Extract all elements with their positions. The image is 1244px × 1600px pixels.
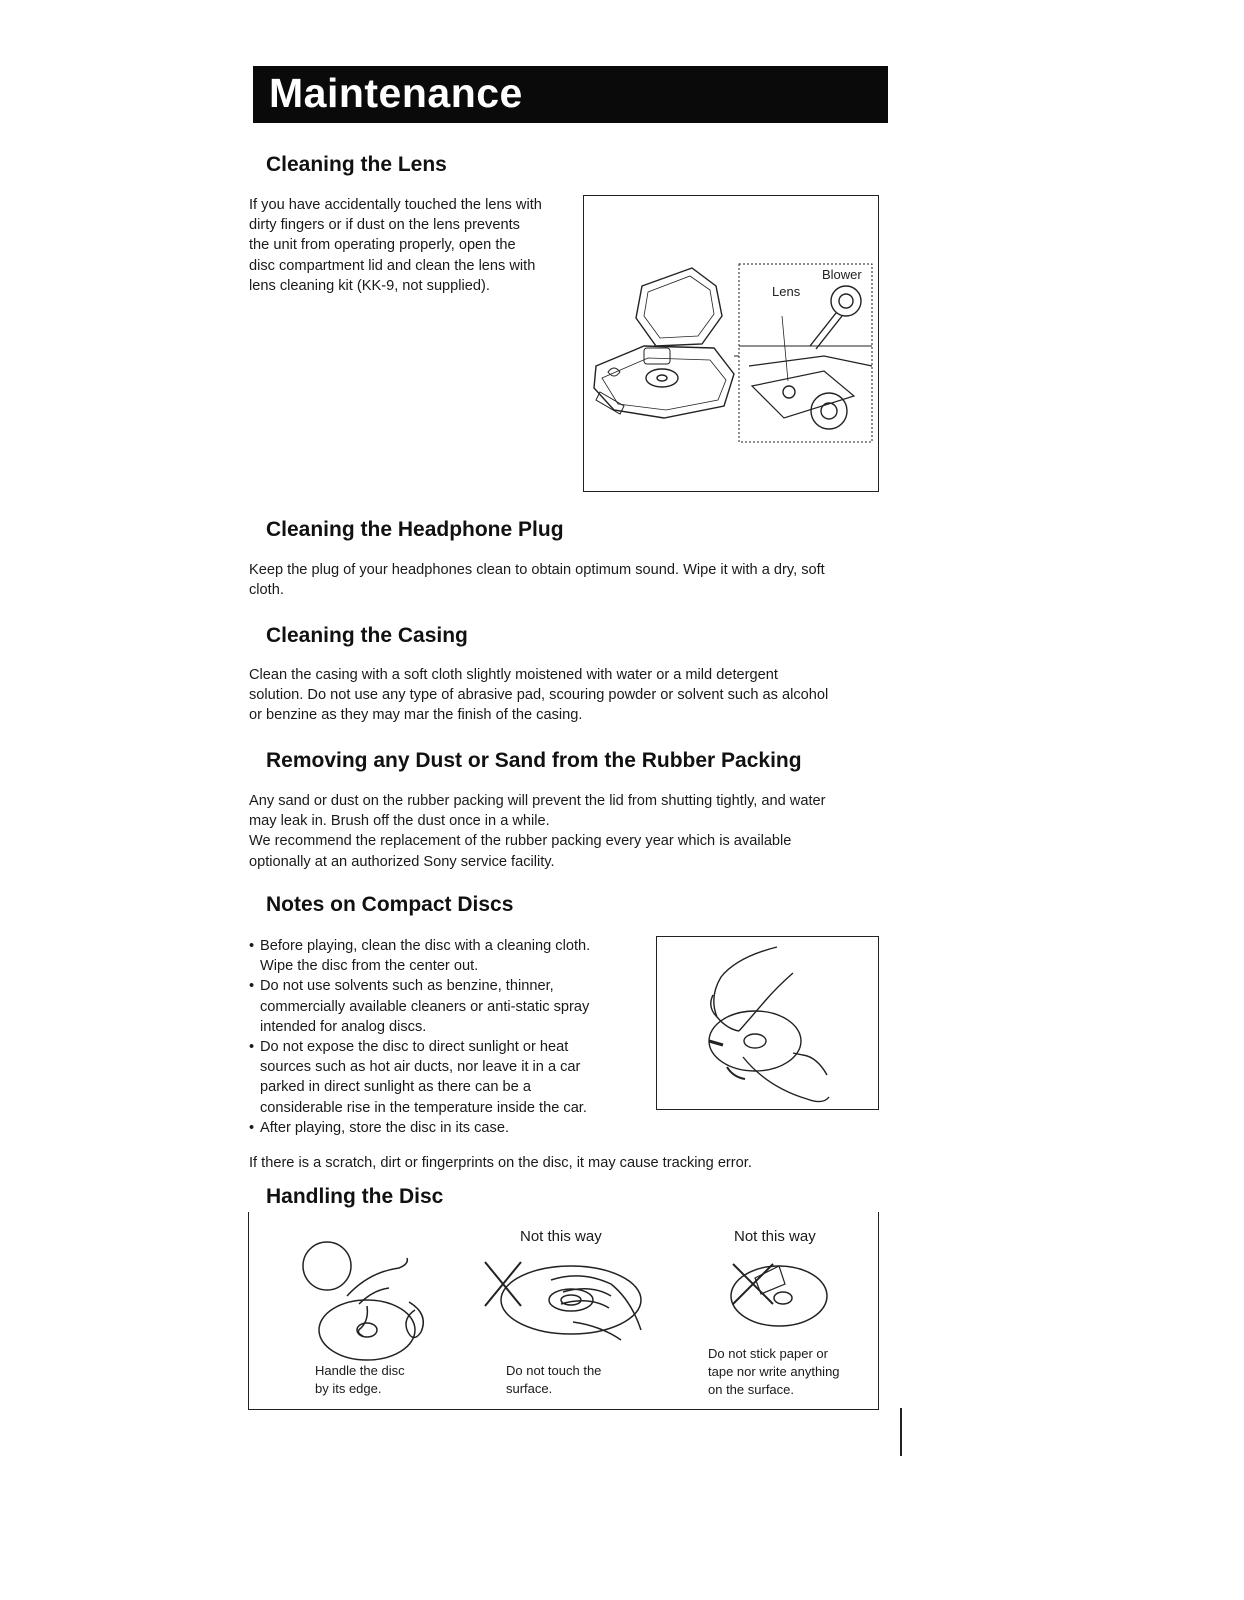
discs-notes [249, 936, 649, 1138]
panel-3-label: Not this way [734, 1228, 816, 1245]
no-stickers-illustration [719, 1260, 839, 1350]
discs-heading: Notes on Compact Discs [266, 893, 514, 916]
lens-text [249, 195, 574, 296]
discs-footnote: If there is a scratch, dirt or fingerprints on the disc, it may cause tracking error. [249, 1155, 752, 1171]
lens-line: lens cleaning kit (KK-9, not supplied). [249, 277, 490, 294]
margin-mark [900, 1408, 902, 1456]
disc-icon [709, 1011, 801, 1071]
cd-player-lens-illustration [584, 196, 880, 493]
blower-nozzle-icon [810, 313, 842, 349]
title-banner [253, 66, 888, 123]
packing-line: may leak in. Brush off the dust once in a while. [249, 813, 550, 830]
lens-heading: Cleaning the Lens [266, 153, 447, 176]
list-item: • After playing, store the disc in its case. [249, 1118, 649, 1138]
lens-figure [583, 195, 879, 492]
casing-text [249, 665, 889, 726]
packing-line: We recommend the replacement of the rubber packing every year which is available [249, 833, 792, 850]
headphone-heading: Cleaning the Headphone Plug [266, 518, 564, 541]
packing-text [249, 791, 889, 872]
lens-inset-frame [739, 264, 872, 442]
handling-panel [248, 1212, 879, 1410]
headphone-line: cloth. [249, 582, 284, 599]
player-lid-icon [636, 268, 722, 346]
touch-surface-illustration [481, 1260, 661, 1360]
lens-label: Lens [772, 284, 801, 299]
ok-circle-icon [303, 1242, 351, 1290]
list-item: • Do not use solvents such as benzine, thinner, commercially available cleaners or anti-static spray intended for analog discs. [249, 976, 649, 1037]
blower-label: Blower [822, 267, 862, 282]
lens-line: the unit from operating properly, open the [249, 237, 516, 254]
discs-bullet-list [249, 936, 649, 1138]
packing-line: optionally at an authorized Sony service facility. [249, 853, 555, 870]
panel-2-label: Not this way [520, 1228, 602, 1245]
packing-heading: Removing any Dust or Sand from the Rubber Packing [266, 749, 802, 772]
page-title: Maintenance [269, 70, 523, 116]
handling-heading: Handling the Disc [266, 1185, 444, 1208]
disc-cleaning-figure [656, 936, 879, 1110]
list-item: • Before playing, clean the disc with a cleaning cloth. Wipe the disc from the center out. [249, 936, 649, 976]
handle-by-edge-illustration [289, 1232, 439, 1362]
casing-line: Clean the casing with a soft cloth slightly moistened with water or a mild detergent [249, 667, 778, 683]
inset-disc-icon [811, 393, 847, 429]
sticker-icon [755, 1266, 785, 1294]
headphone-text [249, 560, 889, 600]
lens-icon [783, 386, 795, 398]
holding-hand-icon [347, 1258, 407, 1296]
panel-1-caption: Handle the disc by its edge. [315, 1363, 405, 1396]
headphone-line: Keep the plug of your headphones clean to obtain optimum sound. Wipe it with a dry, soft [249, 562, 825, 578]
disc-spindle-icon [646, 369, 678, 387]
panel-2-caption: Do not touch the surface. [506, 1363, 602, 1396]
lens-line: disc compartment lid and clean the lens with [249, 257, 536, 274]
blower-bulb-icon [831, 286, 861, 316]
packing-line: Any sand or dust on the rubber packing will prevent the lid from shutting tightly, and water [249, 793, 826, 809]
panel-3-caption: Do not stick paper or tape nor write anything on the surface. [708, 1346, 840, 1397]
disc-wiping-illustration [657, 937, 880, 1111]
list-item: • Do not expose the disc to direct sunlight or heat sources such as hot air ducts, nor leave it in a car parked in direct sunlight as there can be a considerable rise in the temperature inside the car. [249, 1037, 649, 1118]
cross-icon [485, 1262, 521, 1306]
lens-line: If you have accidentally touched the lens with [249, 197, 542, 213]
player-base-icon [594, 346, 734, 418]
casing-line: or benzine as they may mar the finish of the casing. [249, 707, 583, 724]
wipe-direction-arrow-icon [709, 1041, 723, 1045]
lens-line: dirty fingers or if dust on the lens prevents [249, 217, 520, 234]
casing-line: solution. Do not use any type of abrasive pad, scouring powder or solvent such as alcohol [249, 687, 829, 704]
wiping-hand-icon [714, 947, 777, 1031]
casing-heading: Cleaning the Casing [266, 624, 468, 647]
